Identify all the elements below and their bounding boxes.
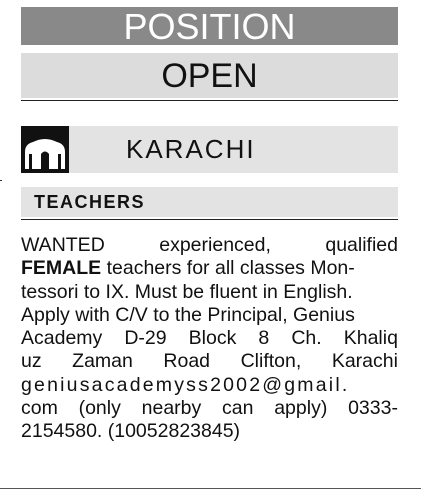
ad-line: Academy D-29 Block 8 Ch. Khaliq	[21, 327, 398, 350]
divider	[0, 180, 2, 181]
ad-line: Apply with C/V to the Principal, Genius	[21, 303, 355, 326]
position-heading: POSITION	[21, 7, 398, 45]
ad-line: 2154580. (10052823845)	[21, 420, 241, 443]
mausoleum-icon	[21, 126, 69, 173]
open-heading: OPEN	[21, 53, 398, 98]
ad-text	[21, 234, 398, 444]
category-name: TEACHERS	[34, 192, 146, 212]
ad-line-email: geniusacademyss2002@gmail.	[21, 373, 350, 396]
divider	[21, 100, 398, 101]
ad-line: uz Zaman Road Clifton, Karachi	[21, 350, 398, 373]
city-section	[21, 126, 398, 173]
category-band	[21, 187, 398, 217]
ad-line: WANTED experienced, qualified	[21, 234, 398, 256]
city-name: KARACHI	[126, 134, 256, 164]
ad-line: tessori to IX. Must be fluent in English.	[21, 280, 353, 303]
ad-line: com (only nearby can apply) 0333-	[21, 397, 398, 420]
ad-line: FEMALE teachers for all classes Mon-	[21, 257, 355, 280]
divider	[21, 219, 398, 220]
divider	[0, 488, 421, 489]
